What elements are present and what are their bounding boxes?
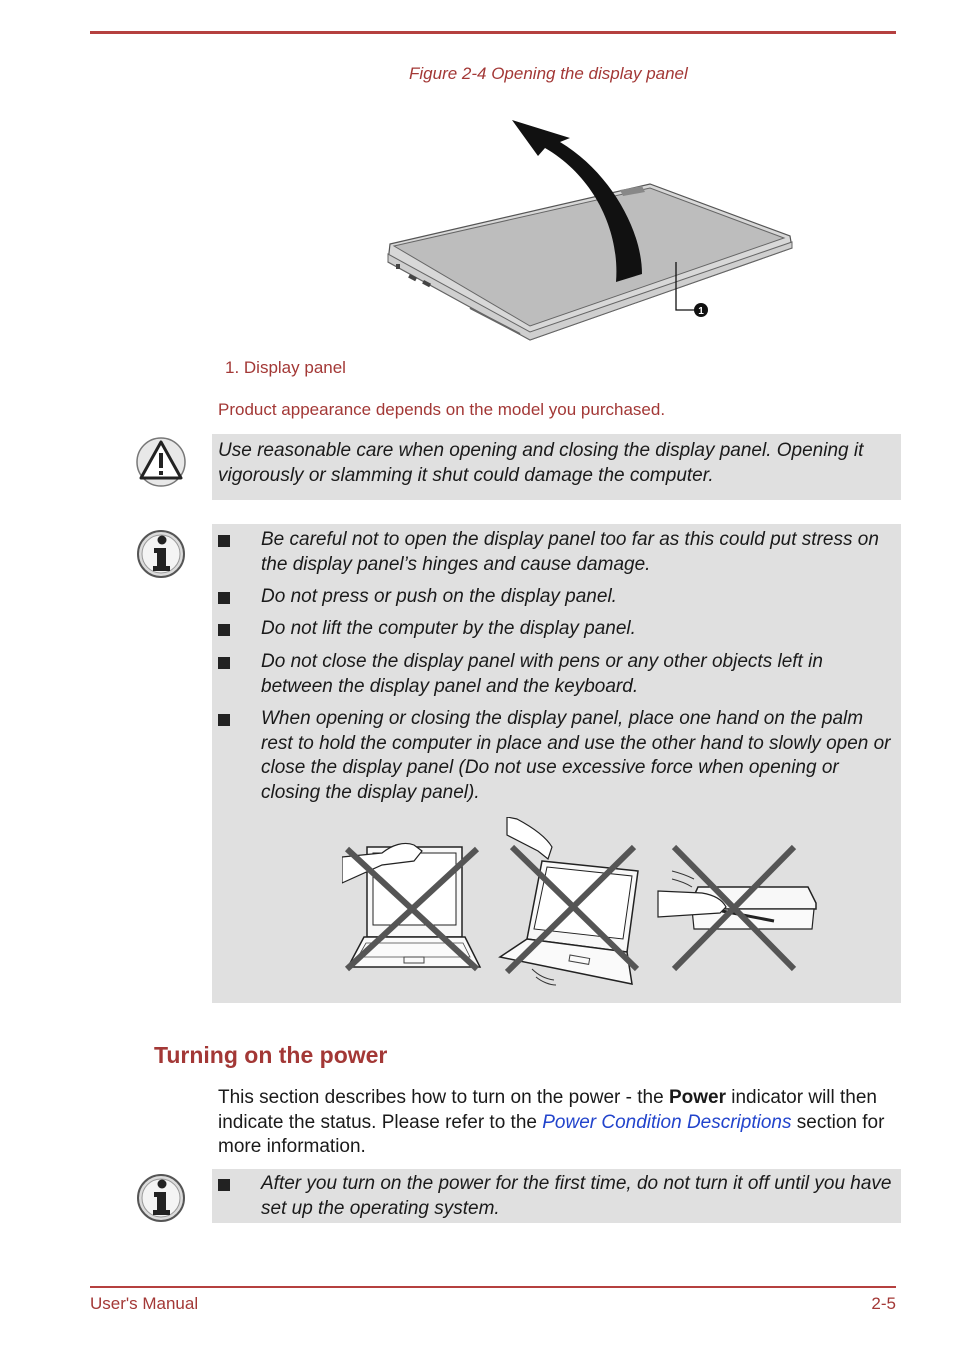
list-item: After you turn on the power for the first time, do not turn it off until you have set up the operating system. (212, 1172, 901, 1221)
improper-handling-illustration (342, 817, 817, 987)
power-condition-link[interactable]: Power Condition Descriptions (542, 1111, 792, 1133)
list-item: When opening or closing the display panel, place one hand on the palm rest to hold the computer in place and use the other hand to slowly open or close the display panel (Do not use excessive force when opening or closing the display panel). (212, 707, 901, 805)
body-paragraph: This section describes how to turn on the power - the Power indicator will then indicate the status. Please refer to the Power Condition Descriptions section for more information. (218, 1087, 885, 1157)
callout-number: 1 (698, 306, 704, 317)
bullet-square-icon (218, 535, 230, 547)
bullet-square-icon (218, 657, 230, 669)
info-bullet-list (212, 1172, 901, 1221)
caution-text: Use reasonable care when opening and closing the display panel. Opening it vigorously or slamming it shut could damage the computer. (218, 440, 864, 486)
section-heading: Turning on the power (154, 1042, 388, 1068)
header-rule (90, 31, 896, 34)
info-icon (136, 1172, 186, 1224)
warning-triangle-icon (136, 436, 186, 488)
page-number: 2-5 (871, 1294, 896, 1313)
bullet-square-icon (218, 624, 230, 636)
footer-title: User's Manual (90, 1294, 199, 1313)
figure-caption: Figure 2-4 Opening the display panel (409, 64, 688, 83)
info-box-power (212, 1169, 901, 1223)
footer-rule (90, 1286, 896, 1288)
laptop-press-screen (342, 843, 480, 969)
list-item: Be careful not to open the display panel too far as this could put stress on the display panel’s hinges and cause damage. (212, 528, 901, 577)
appearance-note: Product appearance depends on the model you purchased. (218, 400, 666, 419)
bullet-square-icon (218, 714, 230, 726)
laptop-lift-by-screen (500, 817, 638, 985)
caution-box (212, 434, 901, 500)
bullet-square-icon (218, 592, 230, 604)
figure-legend: 1. Display panel (225, 358, 346, 377)
info-bullet-list (212, 528, 901, 805)
info-box (212, 524, 901, 1003)
list-item: Do not press or push on the display panel. (212, 585, 901, 610)
list-item: Do not close the display panel with pens or any other objects left in between the display panel and the keyboard. (212, 650, 901, 699)
power-indicator-term: Power (668, 1087, 726, 1108)
info-icon (136, 528, 186, 580)
laptop-opening-illustration (380, 112, 810, 348)
laptop-close-with-pen (658, 847, 816, 969)
bullet-square-icon (218, 1179, 230, 1191)
list-item: Do not lift the computer by the display panel. (212, 617, 901, 642)
